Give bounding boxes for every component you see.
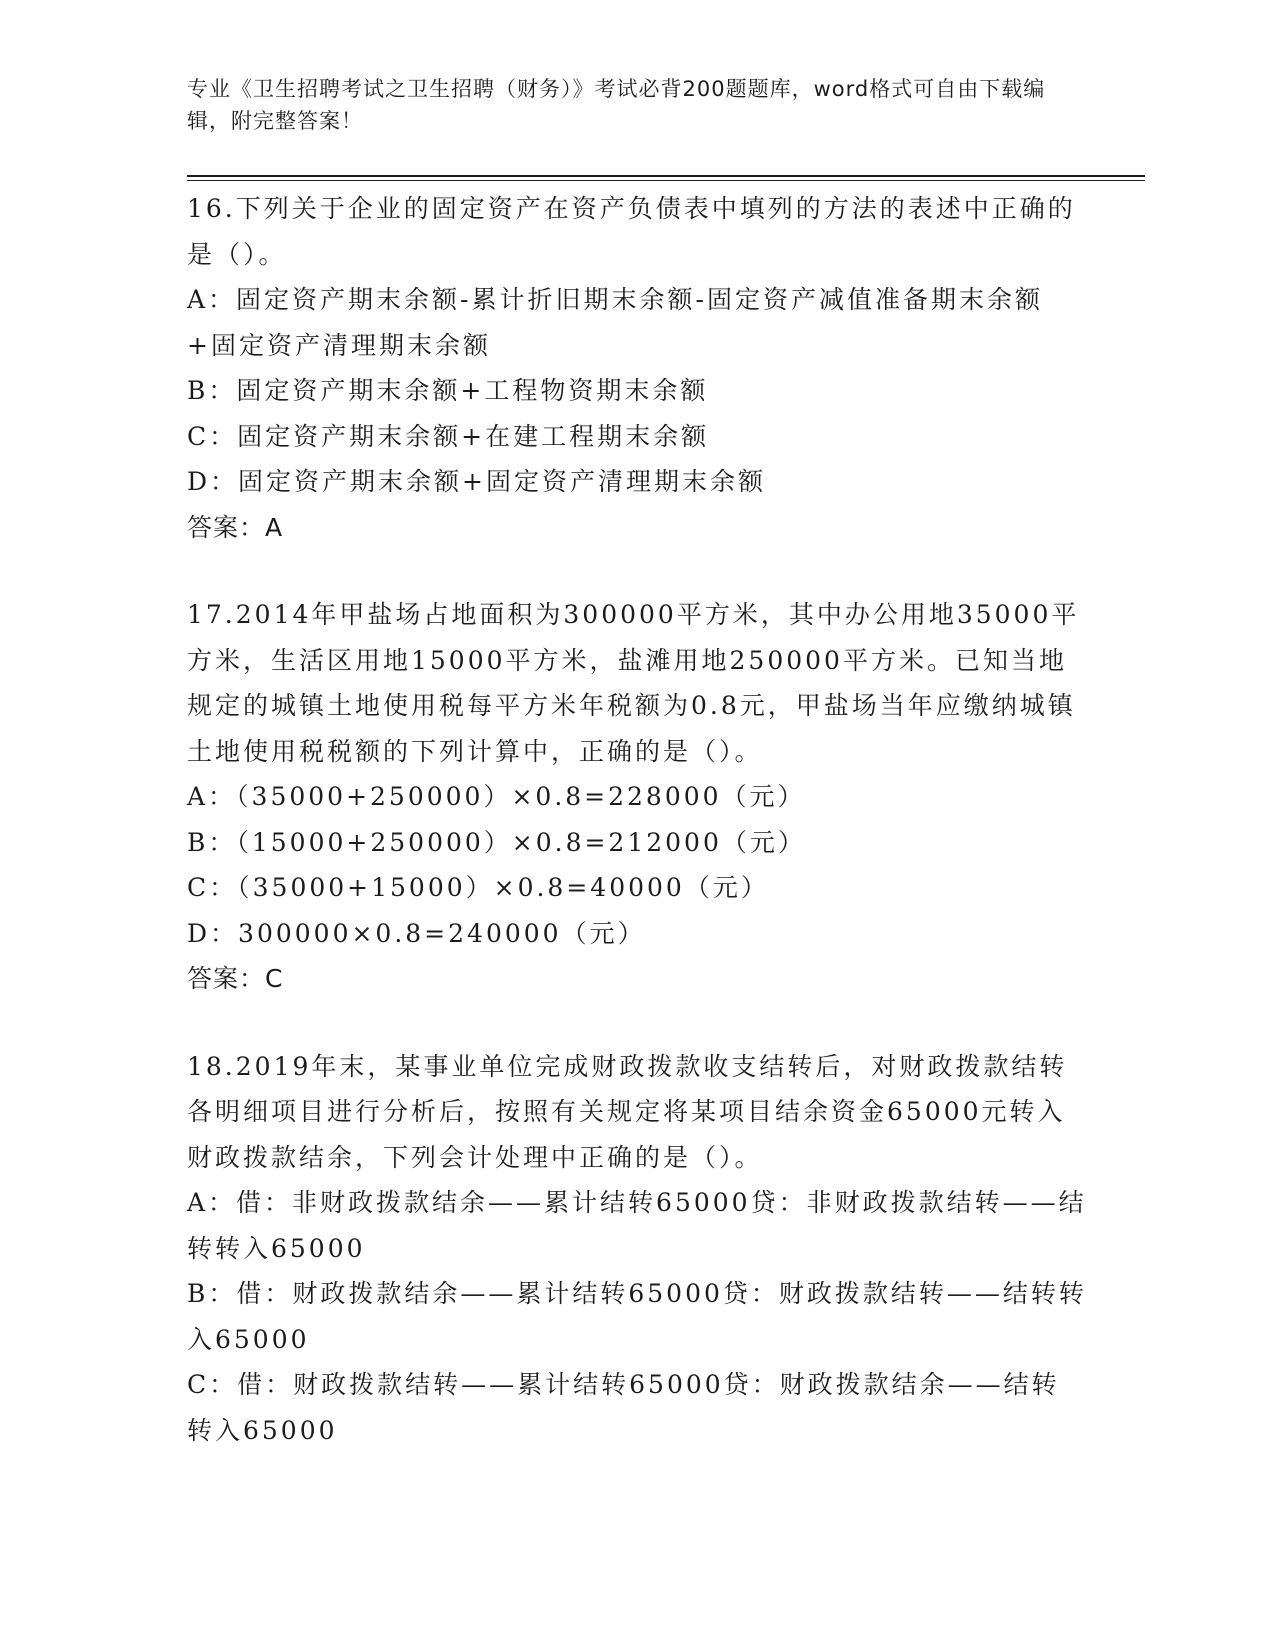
option-c: C：固定资产期末余额+在建工程期末余额 — [187, 421, 710, 451]
option-a: A：固定资产期末余额-累计折旧期末余额-固定资产减值准备期末余额+固定资产清理期末余额 — [187, 285, 1043, 360]
option-c: C：（35000+15000）×0.8=40000（元） — [187, 873, 769, 902]
question-18 — [187, 1044, 1087, 1454]
question-spacer — [187, 1002, 1087, 1044]
option-b: B：固定资产期末余额+工程物资期末余额 — [187, 376, 709, 405]
question-list — [187, 186, 1087, 1453]
question-stem: 18.2019年末，某事业单位完成财政拨款收支结转后，对财政拨款结转各明细项目进行分析后，按照有关规定将某项目结余资金65000元转入财政拨款结余，下列会计处理中正确的是（）。 — [187, 1051, 1068, 1172]
header-divider-thick — [187, 175, 1145, 177]
option-b: B：借：财政拨款结余——累计结转65000贷：财政拨款结转——结转转入65000 — [187, 1279, 1087, 1354]
answer: 答案：A — [187, 512, 284, 542]
header-divider-thin — [187, 180, 1145, 181]
option-b: B：（15000+250000）×0.8=212000（元） — [187, 827, 806, 857]
question-16 — [187, 186, 1087, 550]
document-header: 专业《卫生招聘考试之卫生招聘（财务）》考试必背200题题库，word格式可自由下载编辑，附完整答案！ — [187, 77, 1046, 133]
option-d: D：固定资产期末余额+固定资产清理期末余额 — [187, 467, 766, 496]
question-17 — [187, 592, 1087, 1002]
option-a: A：借：非财政拨款结余——累计结转65000贷：非财政拨款结转——结转转入65000 — [187, 1188, 1087, 1263]
question-stem: 16.下列关于企业的固定资产在资产负债表中填列的方法的表述中正确的是（）。 — [187, 194, 1076, 269]
question-stem: 17.2014年甲盐场占地面积为300000平方米，其中办公用地35000平方米，生活区用地15000平方米，盐滩用地250000平方米。已知当地规定的城镇土地使用税每平方米年税额为0.8元，甲盐场当年应缴纳城镇土地使用税税额的下列计算中，正确的是（）。 — [187, 600, 1080, 766]
answer: 答案：C — [187, 964, 284, 993]
option-a: A：（35000+250000）×0.8=228000（元） — [187, 782, 806, 811]
option-d: D：300000×0.8=240000（元） — [187, 918, 646, 948]
option-c: C：借：财政拨款结转——累计结转65000贷：财政拨款结余——结转转入65000 — [187, 1370, 1060, 1445]
question-spacer — [187, 550, 1087, 592]
